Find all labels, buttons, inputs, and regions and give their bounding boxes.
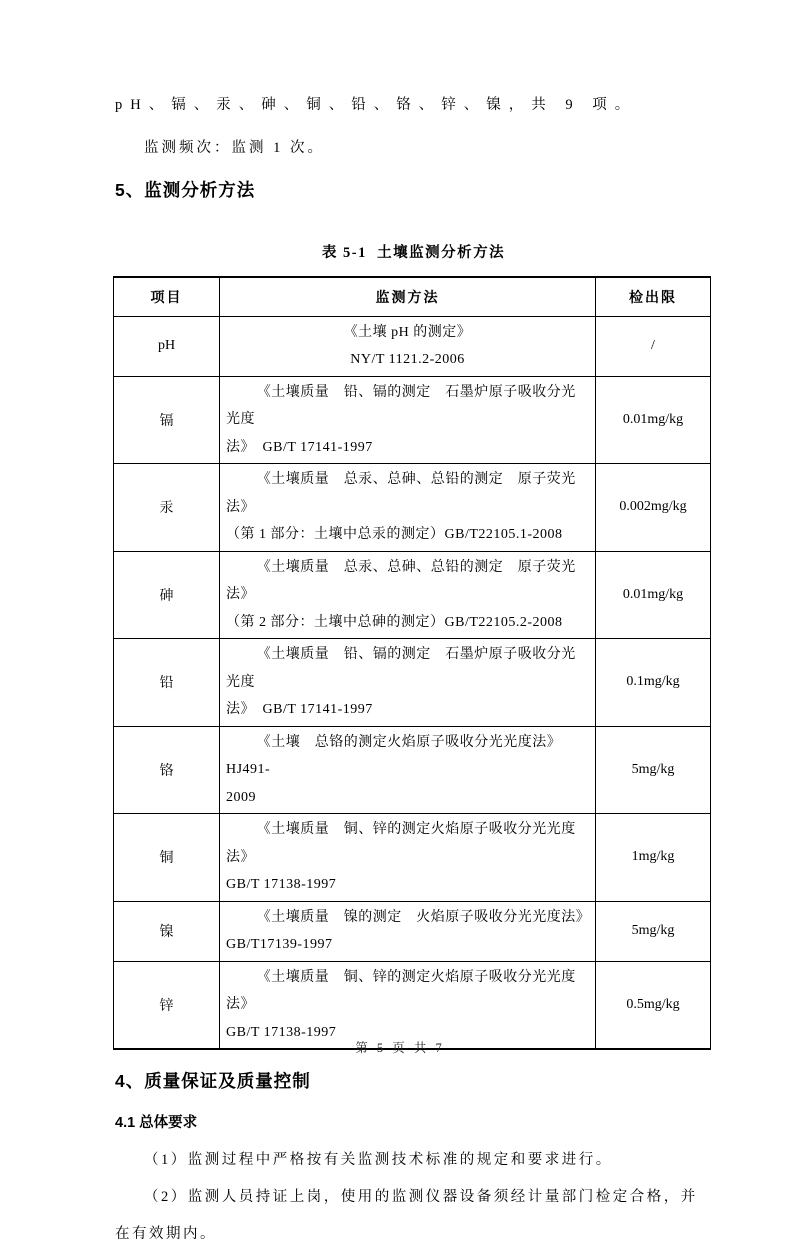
limit-cell: 0.01mg/kg (596, 376, 711, 464)
table-row (114, 814, 711, 902)
quality-paragraph-1: （1）监测过程中严格按有关监测技术标准的规定和要求进行。 (144, 1152, 613, 1168)
item-cell: 锌 (114, 961, 220, 1049)
item-cell: 铬 (114, 726, 220, 814)
limit-cell: 0.5mg/kg (596, 961, 711, 1049)
method-line: 《土壤质量 总汞、总砷、总铅的测定 原子荧光法》 (226, 559, 576, 602)
item-cell: 汞 (114, 464, 220, 552)
method-line: 《土壤 pH 的测定》 (343, 324, 472, 340)
limit-cell: 0.002mg/kg (596, 464, 711, 552)
method-line: 2009 (226, 789, 256, 805)
limit-cell: / (596, 316, 711, 376)
item-cell: 铅 (114, 639, 220, 727)
table-row (114, 726, 711, 814)
item-cell: 镍 (114, 901, 220, 961)
item-cell: 铜 (114, 814, 220, 902)
methods-table (113, 276, 711, 1050)
item-cell: 镉 (114, 376, 220, 464)
method-line: （第 1 部分：土壤中总汞的测定）GB/T22105.1-2008 (226, 527, 563, 542)
item-cell: pH (114, 316, 220, 376)
intro-paragraph: pH、镉、汞、砷、铜、铅、铬、锌、镍，共 9 项。 (115, 97, 638, 113)
method-cell (220, 814, 596, 902)
method-cell (220, 464, 596, 552)
table-row (114, 464, 711, 552)
table-row (114, 639, 711, 727)
method-line: 《土壤质量 铅、镉的测定 石墨炉原子吸收分光光度 (226, 384, 576, 427)
limit-cell: 0.01mg/kg (596, 551, 711, 639)
method-cell (220, 551, 596, 639)
method-cell (220, 961, 596, 1049)
limit-cell: 5mg/kg (596, 726, 711, 814)
table-row (114, 316, 711, 376)
method-cell (220, 901, 596, 961)
method-line: 《土壤质量 铜、锌的测定火焰原子吸收分光光度法》 (226, 822, 576, 865)
limit-cell: 0.1mg/kg (596, 639, 711, 727)
method-line: 《土壤质量 总汞、总砷、总铅的测定 原子荧光法》 (226, 472, 576, 515)
section-5-heading: 5、监测分析方法 (115, 180, 256, 200)
table-row (114, 901, 711, 961)
page-number: 第 5 页 共 7 (355, 1041, 445, 1055)
section-4-heading: 4、质量保证及质量控制 (115, 1071, 311, 1091)
method-line: GB/T 17138-1997 (226, 877, 337, 892)
quality-paragraph-2: （2）监测人员持证上岗，使用的监测仪器设备须经计量部门检定合格，并在有效期内。 (115, 1189, 698, 1242)
section-4-1-heading: 4.1 总体要求 (115, 1115, 198, 1131)
item-cell: 砷 (114, 551, 220, 639)
table-caption: 表 5-1 土壤监测分析方法 (321, 245, 506, 261)
method-cell (220, 639, 596, 727)
method-cell (220, 376, 596, 464)
method-line: NY/T 1121.2-2006 (350, 352, 465, 367)
method-line: 法》 GB/T 17141-1997 (226, 439, 373, 455)
table-row (114, 961, 711, 1049)
limit-cell: 1mg/kg (596, 814, 711, 902)
method-line: 法》 GB/T 17141-1997 (226, 702, 373, 717)
header-method: 监测方法 (220, 277, 596, 316)
limit-cell: 5mg/kg (596, 901, 711, 961)
table-row (114, 551, 711, 639)
method-line: 《土壤质量 铅、镉的测定 石墨炉原子吸收分光光度 (226, 647, 576, 690)
table-row (114, 376, 711, 464)
method-cell (220, 316, 596, 376)
header-limit: 检出限 (596, 277, 711, 316)
method-line: GB/T17139-1997 (226, 937, 333, 952)
method-line: GB/T 17138-1997 (226, 1024, 337, 1040)
frequency-paragraph: 监测频次：监测 1 次。 (144, 140, 325, 156)
method-line: 《土壤 总铬的测定火焰原子吸收分光光度法》HJ491- (226, 734, 562, 777)
method-line: （第 2 部分：土壤中总砷的测定）GB/T22105.2-2008 (226, 614, 563, 630)
method-line: 《土壤质量 铜、锌的测定火焰原子吸收分光光度法》 (226, 969, 576, 1012)
table-header-row (114, 277, 711, 316)
method-line: 《土壤质量 镍的测定 火焰原子吸收分光光度法》 (256, 909, 591, 925)
header-item: 项目 (114, 277, 220, 316)
method-cell (220, 726, 596, 814)
